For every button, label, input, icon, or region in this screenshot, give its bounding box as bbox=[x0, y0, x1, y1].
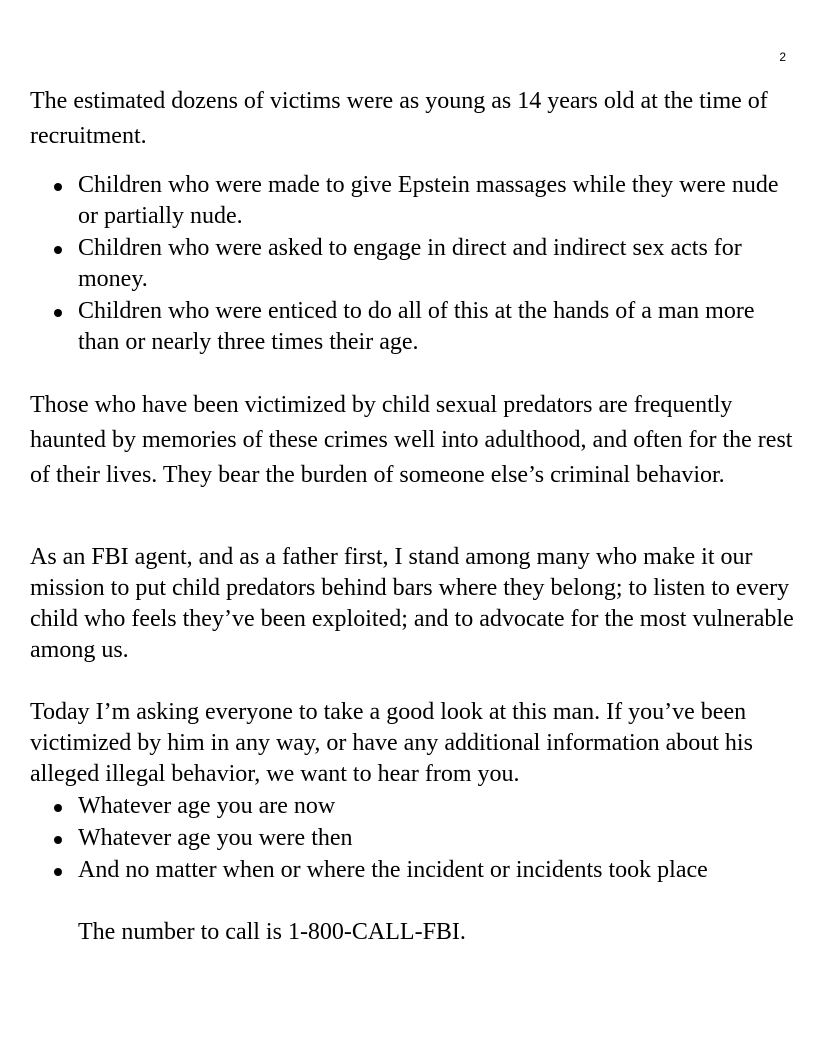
list-item bbox=[30, 170, 800, 232]
paragraph-appeal: Today I’m asking everyone to take a good look at this man. If you’ve been victimized by him in any way, or have any additional information about his alleged illegal behavior, we want to hear from you. bbox=[30, 699, 753, 787]
bullet-icon bbox=[54, 309, 62, 317]
bullet-icon bbox=[54, 804, 62, 812]
list-item-text: And no matter when or where the incident or incidents took place bbox=[78, 857, 708, 883]
list-item-text: Whatever age you are now bbox=[78, 793, 336, 819]
list-item-text: Children who were made to give Epstein massages while they were nude or partially nude. bbox=[78, 172, 779, 229]
list-item bbox=[30, 823, 800, 854]
list-item-text: Children who were enticed to do all of this at the hands of a man more than or nearly three times their age. bbox=[78, 298, 755, 355]
paragraph-agent: As an FBI agent, and as a father first, I stand among many who make it our mission to put child predators behind bars where they belong; to listen to every child who feels they’ve been exploited; and to advocate for the most vulnerable among us. bbox=[30, 544, 794, 663]
list-item bbox=[30, 855, 800, 886]
list-item bbox=[30, 233, 800, 295]
bullet-icon bbox=[54, 868, 62, 876]
bullet-icon bbox=[54, 836, 62, 844]
whatever-bullet-list bbox=[30, 791, 800, 887]
paragraph-victims: The estimated dozens of victims were as young as 14 years old at the time of recruitment. bbox=[30, 88, 768, 149]
paragraph-haunted: Those who have been victimized by child sexual predators are frequently haunted by memories of these crimes well into adulthood, and often for the rest of their lives. They bear the burden of someone else’s criminal behavior. bbox=[30, 392, 793, 488]
list-item bbox=[30, 791, 800, 822]
page-number: 2 bbox=[779, 50, 786, 64]
children-bullet-list bbox=[30, 170, 800, 359]
bullet-icon bbox=[54, 183, 62, 191]
list-item bbox=[30, 296, 800, 358]
bullet-icon bbox=[54, 246, 62, 254]
list-item-text: Whatever age you were then bbox=[78, 825, 353, 851]
list-item-text: Children who were asked to engage in direct and indirect sex acts for money. bbox=[78, 235, 742, 292]
closing-line: The number to call is 1-800-CALL-FBI. bbox=[78, 919, 466, 945]
